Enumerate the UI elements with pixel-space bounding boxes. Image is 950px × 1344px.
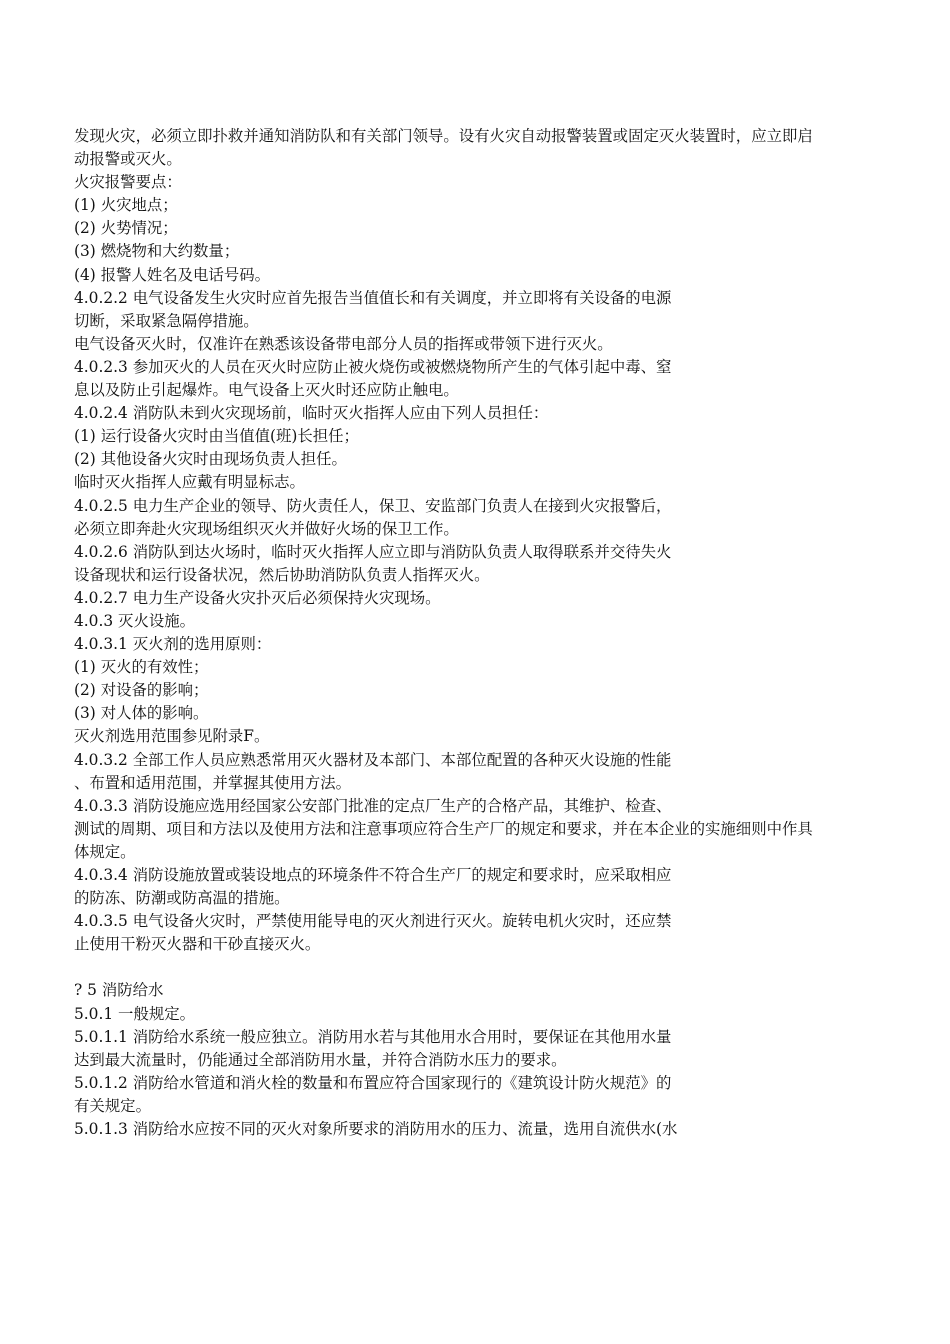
- clause-line: 4.0.3.3 消防设施应选用经国家公安部门批准的定点厂生产的合格产品，其维护、检查、: [74, 796, 672, 815]
- list-item: (1) 运行设备火灾时由当值值(班)长担任；: [74, 427, 359, 446]
- list-item: (2) 火势情况；: [74, 219, 178, 238]
- document-body: [74, 125, 884, 1141]
- text-line: 切断，采取紧急隔停措施。: [74, 311, 259, 330]
- text-line: 临时灭火指挥人应戴有明显标志。: [74, 473, 305, 492]
- blank-line: [74, 956, 884, 979]
- clause-line: 4.0.3.4 消防设施放置或装设地点的环境条件不符合生产厂的规定和要求时，应采取相应: [74, 866, 672, 884]
- text-line: 灭火剂选用范围参见附录F。: [74, 727, 270, 746]
- clause-line: 4.0.3.2 全部工作人员应熟悉常用灭火器材及本部门、本部位配置的各种灭火设施的性能: [74, 750, 672, 769]
- section-heading: 4.0.3 灭火设施。: [74, 611, 196, 630]
- text-line: 息以及防止引起爆炸。电气设备上灭火时还应防止触电。: [74, 381, 459, 400]
- text-line: 电气设备灭火时，仅准许在熟悉该设备带电部分人员的指挥或带领下进行灭火。: [74, 334, 613, 353]
- text-line: 、布置和适用范围，并掌握其使用方法。: [74, 773, 352, 792]
- clause-line: 4.0.2.2 电气设备发生火灾时应首先报告当值值长和有关调度，并立即将有关设备的电源: [74, 288, 672, 307]
- text-line: 有关规定。: [74, 1096, 151, 1115]
- text-line: 设备现状和运行设备状况，然后协助消防队负责人指挥灭火。: [74, 565, 490, 584]
- clause-line: 5.0.1.1 消防给水系统一般应独立。消防用水若与其他用水合用时，要保证在其他用水量: [74, 1027, 672, 1046]
- text-line: 达到最大流量时，仍能通过全部消防用水量，并符合消防水压力的要求。: [74, 1050, 567, 1069]
- clause-line: 4.0.2.6 消防队到达火场时，临时灭火指挥人应立即与消防队负责人取得联系并交待失火: [74, 542, 672, 561]
- list-item: (1) 灭火的有效性；: [74, 658, 209, 677]
- text-line: 止使用干粉灭火器和干砂直接灭火。: [74, 935, 321, 954]
- text-line: 的防冻、防潮或防高温的措施。: [74, 889, 290, 908]
- clause-line: 5.0.1.3 消防给水应按不同的灭火对象所要求的消防用水的压力、流量，选用自流供水(水: [74, 1120, 678, 1139]
- text-line: 必须立即奔赴火灾现场组织灭火并做好火场的保卫工作。: [74, 519, 459, 538]
- text-line: 体规定。: [74, 842, 136, 861]
- text-line: 动报警或灭火。: [74, 150, 182, 169]
- list-item: (3) 燃烧物和大约数量；: [74, 242, 240, 261]
- clause-line: 4.0.3.5 电气设备火灾时，严禁使用能导电的灭火剂进行灭火。旋转电机火灾时，还应禁: [74, 912, 672, 931]
- text-line: 火灾报警要点：: [74, 173, 182, 192]
- list-item: (3) 对人体的影响。: [74, 704, 209, 723]
- section-heading: 5.0.1 一般规定。: [74, 1004, 196, 1023]
- clause-line: 4.0.2.3 参加灭火的人员在灭火时应防止被火烧伤或被燃烧物所产生的气体引起中毒、窒: [74, 357, 672, 376]
- chapter-heading: ? 5 消防给水: [74, 981, 164, 1000]
- clause-line: 4.0.2.4 消防队未到火灾现场前，临时灭火指挥人应由下列人员担任：: [74, 404, 549, 423]
- clause-line: 4.0.2.7 电力生产设备火灾扑灭后必须保持火灾现场。: [74, 588, 441, 607]
- text-line: 发现火灾，必须立即扑救并通知消防队和有关部门领导。设有火灾自动报警装置或固定灭火装置时，应立即启: [74, 127, 813, 145]
- list-item: (2) 其他设备火灾时由现场负责人担任。: [74, 450, 347, 469]
- list-item: (1) 火灾地点；: [74, 196, 178, 215]
- text-line: 测试的周期、项目和方法以及使用方法和注意事项应符合生产厂的规定和要求，并在本企业的实施细则中作具: [74, 819, 813, 838]
- clause-line: 4.0.3.1 灭火剂的选用原则：: [74, 635, 272, 654]
- list-item: (2) 对设备的影响；: [74, 681, 209, 700]
- clause-line: 5.0.1.2 消防给水管道和消火栓的数量和布置应符合国家现行的《建筑设计防火规范》的: [74, 1073, 672, 1092]
- list-item: (4) 报警人姓名及电话号码。: [74, 265, 270, 284]
- clause-line: 4.0.2.5 电力生产企业的领导、防火责任人，保卫、安监部门负责人在接到火灾报警后，: [74, 496, 672, 515]
